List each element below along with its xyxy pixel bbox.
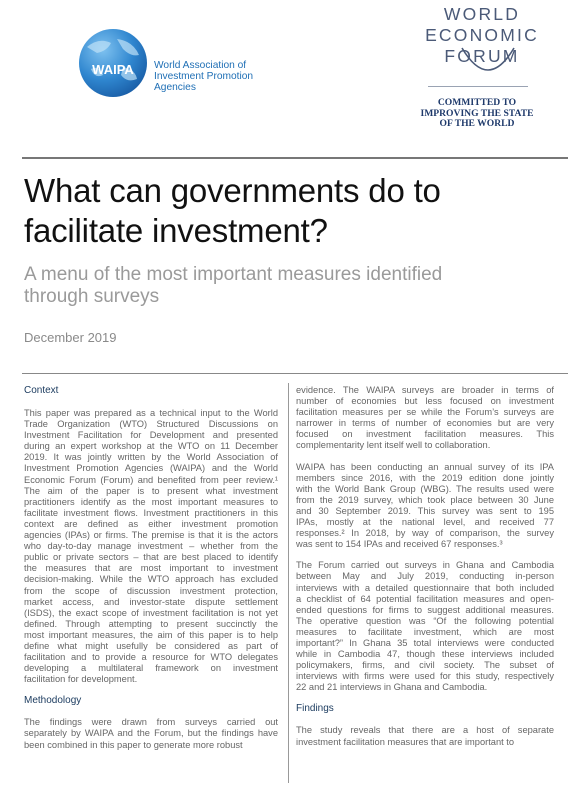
text-line: The findings were drawn from surveys carried out [24,717,278,728]
text-line: ended questions for firms to suggest additional measures. [296,604,554,615]
text-line: define what might usefully be considered as part of [24,640,278,651]
wef-tagline-line: OF THE WORLD [439,118,515,129]
text-line: narrower in terms of number of economies but are very [296,418,554,429]
text-line: The Forum carried out surveys in Ghana and Cambodia [296,560,554,571]
forum-survey-paragraph [296,560,554,693]
text-line: with the World Bank Group (WBG). The results used were [296,483,554,494]
text-line: 22 and 21 interviews in Ghana and Cambodia. [296,682,488,693]
text-line: members since 2016, with the 2019 edition done jointly [296,472,554,483]
page-title [24,171,584,251]
evidence-paragraph [296,385,554,452]
text-line: and 30 September 2019. This survey was sent to 195 [296,505,554,516]
text-line: decision-making. While the WTO approach has excluded [24,574,278,585]
text-line: This paper was prepared as a technical input to the World [24,408,278,418]
subtitle-line: through surveys [24,286,160,307]
text-line: facilitation for development. [24,674,138,685]
waipa-name [154,60,253,93]
text-line: focused on investment facilitation measures. This [296,429,554,440]
text-line: complementarity lent itself well to collaboration. [296,440,491,451]
text-line: responses.² In 2018, by way of comparison, the survey [296,528,554,539]
text-line: most important measures, the aim of this paper is to help [24,629,278,640]
wef-tagline-line: IMPROVING THE STATE [420,107,534,119]
text-line: WAIPA has been conducting an annual survey of its IPA [296,461,554,472]
subtitle-line: A menu of the most important measures identified [24,264,443,285]
title-line: facilitate investment? [24,212,328,249]
text-line: interviews with firms were used for this study, respectively [296,671,554,682]
findings-heading: Findings [296,703,334,715]
text-line: Investment Promotion Agencies (WAIPA) and the World [24,463,278,474]
left-column [24,385,278,751]
text-line: who day-to-day manage investment – whether from the [24,541,278,552]
text-line: was sent to 154 IPAs and received 67 responses.³ [296,539,503,550]
wef-tagline-line: COMMITTED TO [437,97,517,108]
context-heading: Context [24,385,59,396]
wef-divider [428,86,528,87]
text-line: Economic Forum (Forum) and benefited from peer review.¹ [24,474,278,485]
text-line: policymakers, firms, and civil society. The subset of [296,660,554,671]
text-line: developing a multilateral framework on investment [24,663,278,674]
context-paragraph [24,408,278,685]
text-line: defined. Through attempting to present succinctly the [24,618,278,629]
waipa-survey-paragraph [296,462,554,551]
text-line: public or private sectors – that are best placed to identify [24,552,278,563]
text-line: facilitation measures per se while the Forum’s surveys are [296,407,554,418]
wef-name-line: WORLD [443,4,521,24]
text-line: The aim of the paper is to present what investment [24,485,278,496]
text-line: facilitate investment flows. Investment practitioners in this [24,507,278,518]
wef-name-line: FORUM [444,46,520,66]
text-line: interviews with a detailed questionnaire that both included [296,582,554,593]
text-line: while in Cambodia 47, though these interviews included [296,649,554,660]
text-line: practitioners identify as the most important measures to [24,496,278,507]
text-line: The study reveals that there are a host of separate [296,725,554,736]
text-line: been combined in this paper to generate more robust [24,739,243,750]
text-line: a checklist of 64 potential facilitation measures and open- [296,593,554,604]
text-line: separately by WAIPA and the Forum, but the findings have [24,728,278,739]
text-line: during an expert workshop at the WTO on 11 December [24,441,278,452]
text-line: 2019. It was jointly written by the World Association of [24,452,278,463]
text-line: The operative question was “Of the following potential [296,615,554,626]
waipa-name-line: Agencies [154,82,196,93]
text-line: between May and July 2019, conducting in-person [296,571,554,582]
text-line: investment facilitation measures that are important to [296,736,515,747]
text-line: (ISDS), the exact scope of investment facilitation is not yet [24,607,278,618]
column-divider [288,383,289,783]
text-line: Trade Organization (WTO) Structured Discussions on [24,419,278,430]
text-line: evidence. The WAIPA surveys are broader in terms of [296,385,554,395]
wef-name-line: ECONOMIC [425,25,539,45]
text-line: from the scope of discussion investment protection, [24,585,278,596]
text-line: Investment Facilitation for Development and presented [24,430,278,441]
text-line: number of economies but less focused on investment [296,396,554,407]
title-line: What can governments do to [24,172,441,209]
text-line: from the 2019 survey, which took place between 30 June [296,494,554,505]
text-line: important?” In Ghana 35 total interviews were conducted [296,637,554,648]
wef-arc-icon [458,44,518,82]
wef-tagline [412,98,542,130]
text-line: the measures that are most important to investment [24,563,278,574]
right-column [296,385,554,748]
methodology-heading: Methodology [24,695,82,707]
text-line: agencies (IPAs) or firms. The premise is that it is the actors [24,530,278,541]
text-line: context are defined as either investment promotion [24,518,278,529]
text-line: market access, and investor-state dispute settlement [24,596,278,607]
waipa-name-line: World Association of [154,60,247,71]
text-line: facilitation and to provide a resource for WTO delegates [24,652,278,663]
section-rule [22,373,568,374]
methodology-paragraph [24,717,278,750]
publication-date: December 2019 [24,330,117,345]
findings-paragraph [296,725,554,747]
text-line: measures to facilitate investment, which are most [296,626,554,637]
text-line: IPAs, mostly at the national level, and received 77 [296,517,554,528]
waipa-name-line: Investment Promotion [154,71,254,82]
waipa-logo-globe [77,27,149,99]
top-rule [22,157,568,159]
waipa-logo-text: WAIPA [92,62,134,77]
page-subtitle [24,264,564,308]
